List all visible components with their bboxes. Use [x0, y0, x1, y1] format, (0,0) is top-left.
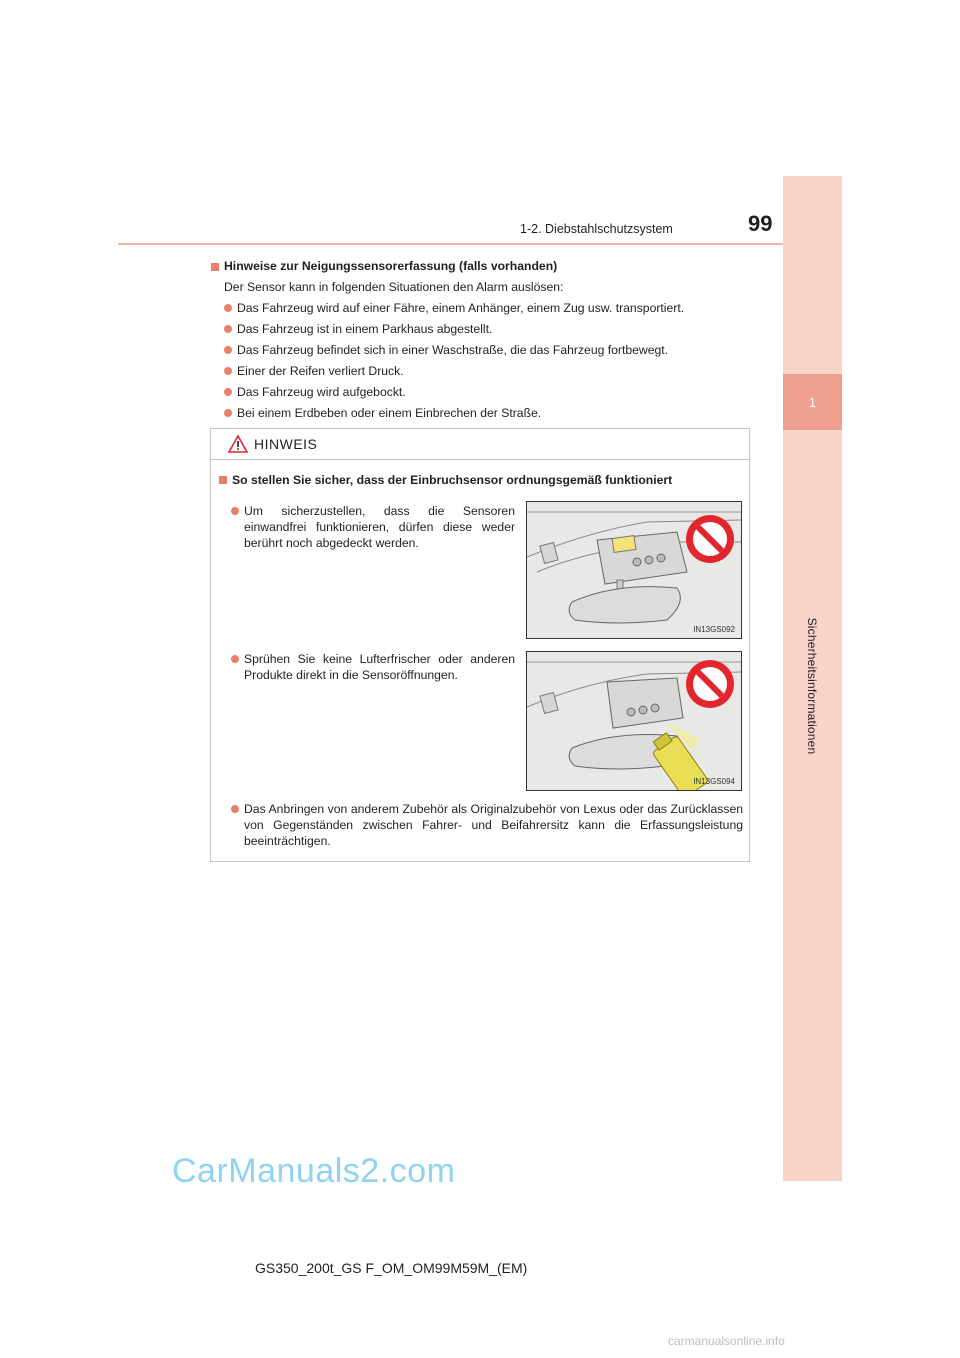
list-item — [211, 403, 771, 424]
footer-model-code: GS350_200t_GS F_OM_OM99M59M_(EM) — [255, 1260, 528, 1276]
overhead-console-spray-image — [527, 652, 741, 790]
chapter-side-tab — [783, 176, 842, 1181]
header-divider — [118, 243, 783, 245]
round-bullet-icon — [231, 507, 239, 515]
list-item-text: Das Fahrzeug wird auf einer Fähre, einem Anhänger, einem Zug usw. transportiert. — [237, 301, 685, 315]
overhead-console-image — [527, 502, 741, 638]
page-number: 99 — [748, 211, 773, 236]
chapter-number: 1 — [783, 374, 842, 430]
list-item — [211, 361, 771, 382]
section-title: 1-2. Diebstahlschutzsystem — [520, 222, 673, 236]
list-item-text: Das Fahrzeug befindet sich in einer Waschstraße, die das Fahrzeug fortbewegt. — [237, 343, 669, 357]
illustration-code: IN13GS094 — [693, 777, 735, 786]
tilt-sensor-heading — [211, 256, 771, 277]
list-item — [211, 319, 771, 340]
sensor-illustration-touch — [526, 501, 742, 639]
notice-item-text: Um sicherzustellen, dass die Sensoren einwandfrei funktionieren, dürfen diese weder berührt noch abgedeckt werden. — [244, 504, 515, 550]
square-bullet-icon — [219, 476, 227, 484]
list-item-text: Das Fahrzeug wird aufgebockt. — [237, 385, 406, 399]
list-item-text: Bei einem Erdbeben oder einem Einbrechen der Straße. — [237, 406, 542, 420]
chapter-label: Sicherheitsinformationen — [805, 617, 819, 755]
notice-title: HINWEIS — [254, 436, 318, 452]
round-bullet-icon — [224, 388, 232, 396]
list-item-text: Einer der Reifen verliert Druck. — [237, 364, 404, 378]
list-item-text: Das Fahrzeug ist in einem Parkhaus abgestellt. — [237, 322, 493, 336]
round-bullet-icon — [224, 325, 232, 333]
list-item — [211, 340, 771, 361]
notice-item — [231, 651, 515, 683]
notice-item — [231, 503, 515, 551]
list-item — [211, 382, 771, 403]
round-bullet-icon — [224, 409, 232, 417]
round-bullet-icon — [224, 346, 232, 354]
notice-item-text: Das Anbringen von anderem Zubehör als Originalzubehör von Lexus oder das Zurücklassen von Gegenständen zwischen Fahrer- und Beifahrersitz kann die Erfassungsleistung beeinträchtigen. — [244, 802, 743, 848]
tilt-sensor-section — [211, 256, 771, 424]
watermark-logo[interactable]: CarManuals2.com — [172, 1152, 456, 1190]
notice-header — [211, 429, 749, 460]
round-bullet-icon — [231, 805, 239, 813]
heading-text: Hinweise zur Neigungssensorerfassung (falls vorhanden) — [224, 259, 558, 273]
notice-box — [210, 428, 750, 862]
notice-subheading — [219, 473, 672, 487]
notice-item-text: Sprühen Sie keine Lufterfrischer oder anderen Produkte direkt in die Sensoröffnungen. — [244, 652, 515, 682]
sensor-illustration-spray — [526, 651, 742, 791]
list-item — [211, 298, 771, 319]
round-bullet-icon — [224, 304, 232, 312]
notice-subheading-text: So stellen Sie sicher, dass der Einbruchsensor ordnungsgemäß funktioniert — [232, 473, 673, 487]
round-bullet-icon — [224, 367, 232, 375]
illustration-code: IN13GS092 — [693, 625, 735, 634]
watermark-url[interactable]: carmanualsonline.info — [668, 1334, 785, 1348]
square-bullet-icon — [211, 263, 219, 271]
round-bullet-icon — [231, 655, 239, 663]
notice-item — [231, 801, 743, 849]
intro-text: Der Sensor kann in folgenden Situationen den Alarm auslösen: — [224, 280, 564, 294]
warning-triangle-icon — [228, 435, 248, 453]
